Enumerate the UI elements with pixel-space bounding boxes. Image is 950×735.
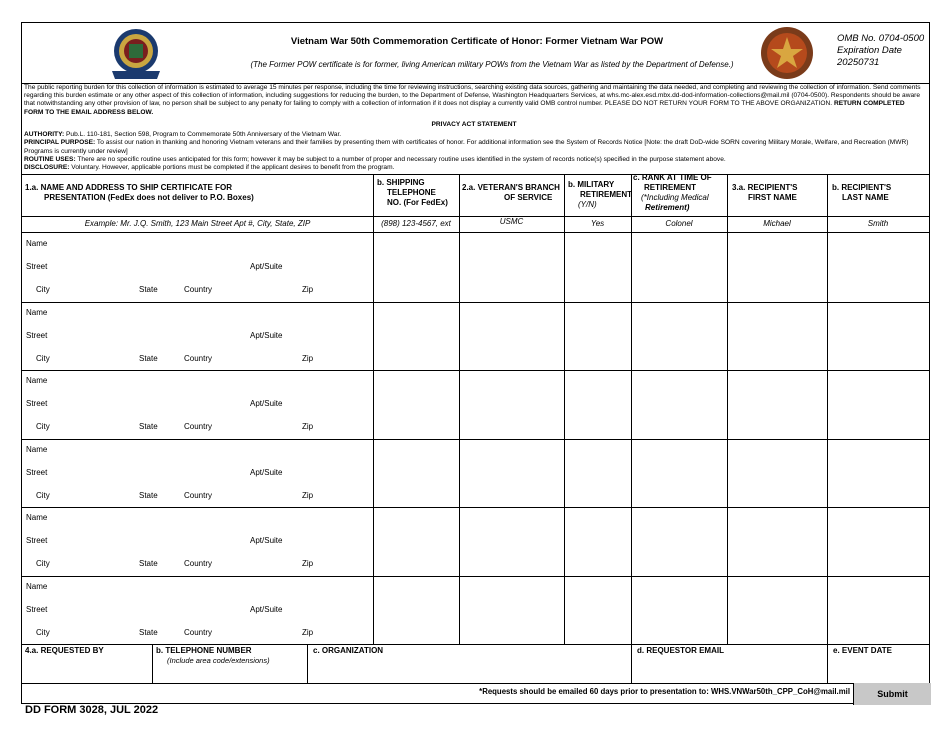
form-subtitle: (The Former POW certificate is for former, living American military POWs from the Vietnam War as listed by the Department of Defense.) xyxy=(250,60,734,69)
first-name-input[interactable] xyxy=(729,509,825,574)
header-first-name xyxy=(732,183,797,203)
state-label: State xyxy=(139,559,158,568)
entry-row xyxy=(22,439,929,508)
purpose-label: PRINCIPAL PURPOSE: xyxy=(24,139,96,147)
first-name-input[interactable] xyxy=(729,304,825,369)
retired-input[interactable] xyxy=(566,372,629,437)
name-label: Name xyxy=(26,376,48,385)
header-branch-line2: OF SERVICE xyxy=(504,193,553,202)
header-rank-line1: c. RANK AT TIME OF xyxy=(633,173,712,182)
event-date-label: e. EVENT DATE xyxy=(833,646,892,655)
street-label: Street xyxy=(26,467,48,477)
email-note: *Requests should be emailed 60 days prior to presentation to: WHS.VNWar50th_CPP_CoH@mail.mil xyxy=(479,687,850,696)
name-label: Name xyxy=(26,513,48,522)
organization-label: c. ORGANIZATION xyxy=(313,646,384,655)
header-retirement-line2: RETIREMENT xyxy=(580,190,632,199)
entry-row xyxy=(22,233,929,302)
header-rank-line4: Retirement) xyxy=(645,203,690,212)
apt-label: Apt/Suite xyxy=(250,604,283,614)
rank-input[interactable] xyxy=(633,441,725,506)
name-label: Name xyxy=(26,307,48,317)
zip-label: Zip xyxy=(302,285,314,294)
shipping-phone-input[interactable] xyxy=(375,578,457,643)
branch-input[interactable] xyxy=(461,441,562,506)
authority-label: AUTHORITY: xyxy=(24,131,65,139)
city-label: City xyxy=(36,285,50,294)
zip-label: Zip xyxy=(302,422,314,431)
city-label: City xyxy=(36,353,50,363)
shipping-phone-input[interactable] xyxy=(375,509,457,574)
last-name-input[interactable] xyxy=(829,509,927,574)
shipping-phone-input[interactable] xyxy=(375,304,457,369)
address-input[interactable] xyxy=(62,578,367,642)
zip-label: Zip xyxy=(302,490,314,500)
city-label: City xyxy=(36,490,50,500)
rank-input[interactable] xyxy=(633,578,725,643)
retired-input[interactable] xyxy=(566,441,629,506)
header-rank-line2: RETIREMENT xyxy=(644,183,696,192)
street-label: Street xyxy=(26,399,48,408)
apt-label: Apt/Suite xyxy=(250,467,283,477)
last-name-input[interactable] xyxy=(829,304,927,369)
header-address-line2: PRESENTATION (FedEx does not deliver to P.O. Boxes) xyxy=(44,193,254,202)
header-first-line1: 3.a. RECIPIENT'S xyxy=(732,183,798,192)
event-date-input[interactable] xyxy=(829,659,927,681)
first-name-input[interactable] xyxy=(729,372,825,437)
requestor-email-label: d. REQUESTOR EMAIL xyxy=(637,646,724,655)
city-label: City xyxy=(36,559,50,568)
disclosure-text: Voluntary. However, applicable portions must be completed if the applicant desires to benefit from the program. xyxy=(71,164,395,172)
country-label: Country xyxy=(184,490,213,500)
header-phone-line1: b. SHIPPING xyxy=(377,178,425,187)
last-name-input[interactable] xyxy=(829,578,927,643)
entry-row xyxy=(22,576,929,645)
zip-label: Zip xyxy=(302,627,314,637)
state-label: State xyxy=(139,627,158,637)
header-first-line2: FIRST NAME xyxy=(748,193,797,202)
requested-by-label: 4.a. REQUESTED BY xyxy=(25,646,104,655)
street-label: Street xyxy=(26,604,48,614)
state-label: State xyxy=(139,490,158,500)
privacy-heading: PRIVACY ACT STATEMENT xyxy=(431,121,517,128)
rank-input[interactable] xyxy=(633,235,725,300)
example-phone: (898) 123-4567, ext xyxy=(381,219,451,228)
header-retirement-line1: b. MILITARY xyxy=(568,180,615,189)
rank-input[interactable] xyxy=(633,509,725,574)
address-input[interactable] xyxy=(62,304,367,368)
example-last: Smith xyxy=(867,219,889,228)
street-label: Street xyxy=(26,262,48,271)
header-retirement-line3: (Y/N) xyxy=(578,200,597,209)
telephone-input[interactable] xyxy=(154,666,305,682)
authority-text: Pub.L. 110-181, Section 598, Program to Commemorate 50th Anniversary of the Vietnam War. xyxy=(66,131,342,139)
requestor-email-input[interactable] xyxy=(633,659,825,681)
omb-block xyxy=(837,33,924,69)
header-retirement xyxy=(568,180,632,210)
example-first: Michael xyxy=(763,219,791,228)
address-input[interactable] xyxy=(62,235,367,299)
burden-text: The public reporting burden for this collection of information is estimated to average 15 minutes per response, including the time for reviewing instructions, searching existing data sources, gathering and maintaining the data needed, and completing and reviewing the collection of information. Send comments regarding this burden estimate or any other aspect of this collection of information, including suggestions for reducing the burden, to the Department of Defense, Washington Headquarters Services, at whs.mc-alex.esd.mbx.dd-dod-information-collections@mail.mil (0704-0500). Respondents should be aware that notwithstanding any other provision of law, no person shall be subject to any penalty for failing to comply with a collection of information if it does not display a currently valid OMB control number. PLEASE DO NOT RETURN YOUR FORM TO THE ABOVE ORGANIZATION. xyxy=(24,84,921,108)
header-phone-line3: NO. (For FedEx) xyxy=(387,198,448,207)
zip-label: Zip xyxy=(302,353,314,363)
shipping-phone-input[interactable] xyxy=(375,441,457,506)
apt-label: Apt/Suite xyxy=(250,399,283,408)
last-name-input[interactable] xyxy=(829,441,927,506)
street-label: Street xyxy=(26,536,48,545)
entry-row xyxy=(22,370,929,439)
entry-row xyxy=(22,302,929,371)
retired-input[interactable] xyxy=(566,509,629,574)
name-label: Name xyxy=(26,239,48,248)
apt-label: Apt/Suite xyxy=(250,262,283,271)
address-input[interactable] xyxy=(62,441,367,505)
privacy-act-statement xyxy=(24,121,924,172)
header-branch-line1: 2.a. VETERAN'S BRANCH xyxy=(462,183,560,192)
header-last-line2: LAST NAME xyxy=(842,193,889,202)
form-number: DD FORM 3028, JUL 2022 xyxy=(25,704,159,716)
example-branch: USMC xyxy=(499,217,524,226)
city-label: City xyxy=(36,627,50,637)
country-label: Country xyxy=(184,627,213,637)
state-label: State xyxy=(139,285,158,294)
state-label: State xyxy=(139,353,158,363)
organization-input[interactable] xyxy=(309,659,629,681)
header-address-line1: 1.a. NAME AND ADDRESS TO SHIP CERTIFICATE FOR xyxy=(25,183,232,192)
header-last-line1: b. RECIPIENT'S xyxy=(832,183,892,192)
retired-input[interactable] xyxy=(566,304,629,369)
branch-input[interactable] xyxy=(461,372,562,437)
zip-label: Zip xyxy=(302,559,314,568)
dod-seal xyxy=(759,25,815,81)
form-container xyxy=(21,22,930,704)
routine-label: ROUTINE USES: xyxy=(24,155,76,163)
header-branch xyxy=(462,183,560,203)
last-name-input[interactable] xyxy=(829,235,927,300)
burden-statement xyxy=(24,84,924,117)
header-address xyxy=(25,183,254,203)
header-rank xyxy=(633,173,712,213)
burden-return-text: RETURN COMPLETED FORM TO THE EMAIL ADDRESS BELOW. xyxy=(24,100,905,116)
country-label: Country xyxy=(184,285,213,294)
shipping-phone-input[interactable] xyxy=(375,372,457,437)
entry-row xyxy=(22,507,929,576)
header-last-name xyxy=(832,183,891,203)
form-title: Vietnam War 50th Commemoration Certificate of Honor: Former Vietnam War POW xyxy=(290,36,664,47)
example-address: Example: Mr. J.Q. Smith, 123 Main Street Apt #, City, State, ZIP xyxy=(84,219,311,228)
telephone-hint: (Include area code/extensions) xyxy=(167,656,270,665)
address-input[interactable] xyxy=(62,372,367,436)
expiration-label: Expiration Date xyxy=(837,45,902,56)
name-label: Name xyxy=(26,581,48,591)
requested-by-input[interactable] xyxy=(24,659,150,681)
shipping-phone-input[interactable] xyxy=(375,235,457,300)
header-phone-line2: TELEPHONE xyxy=(387,188,436,197)
apt-label: Apt/Suite xyxy=(250,536,283,545)
expiration-date: 20250731 xyxy=(837,57,880,68)
first-name-input[interactable] xyxy=(729,578,825,643)
omb-number: OMB No. 0704-0500 xyxy=(837,33,925,44)
example-retired: Yes xyxy=(590,219,605,228)
name-label: Name xyxy=(26,444,48,454)
country-label: Country xyxy=(184,353,213,363)
retired-input[interactable] xyxy=(566,235,629,300)
street-label: Street xyxy=(26,330,48,340)
branch-input[interactable] xyxy=(461,509,562,574)
retired-input[interactable] xyxy=(566,578,629,643)
branch-input[interactable] xyxy=(461,235,562,300)
first-name-input[interactable] xyxy=(729,235,825,300)
rank-input[interactable] xyxy=(633,304,725,369)
state-label: State xyxy=(139,422,158,431)
purpose-text: To assist our nation in thanking and honoring Vietnam veterans and their families by presenting them with certificates of honor. For additional information see the System of Records Notice [Note: the draft DoD-wide SORN covering Military Morale, Welfare, and Recreation (MWR) Programs is currently under review] xyxy=(24,139,909,155)
commemoration-logo xyxy=(108,27,164,83)
apt-label: Apt/Suite xyxy=(250,330,283,340)
city-label: City xyxy=(36,422,50,431)
rank-input[interactable] xyxy=(633,372,725,437)
branch-input[interactable] xyxy=(461,304,562,369)
branch-input[interactable] xyxy=(461,578,562,643)
address-input[interactable] xyxy=(62,509,367,573)
routine-text: There are no specific routine uses anticipated for this form; however it may be subject to a number of proper and necessary routine uses identified in the system of records notice(s) specified in the purpose statement above. xyxy=(77,155,726,163)
submit-button[interactable]: Submit xyxy=(853,683,931,705)
telephone-label: b. TELEPHONE NUMBER xyxy=(156,646,252,655)
header-rank-line3: (*Including Medical xyxy=(641,193,709,202)
header-shipping-phone xyxy=(377,178,448,208)
last-name-input[interactable] xyxy=(829,372,927,437)
first-name-input[interactable] xyxy=(729,441,825,506)
example-rank: Colonel xyxy=(665,219,693,228)
disclosure-label: DISCLOSURE: xyxy=(24,164,70,172)
country-label: Country xyxy=(184,559,213,568)
country-label: Country xyxy=(184,422,213,431)
